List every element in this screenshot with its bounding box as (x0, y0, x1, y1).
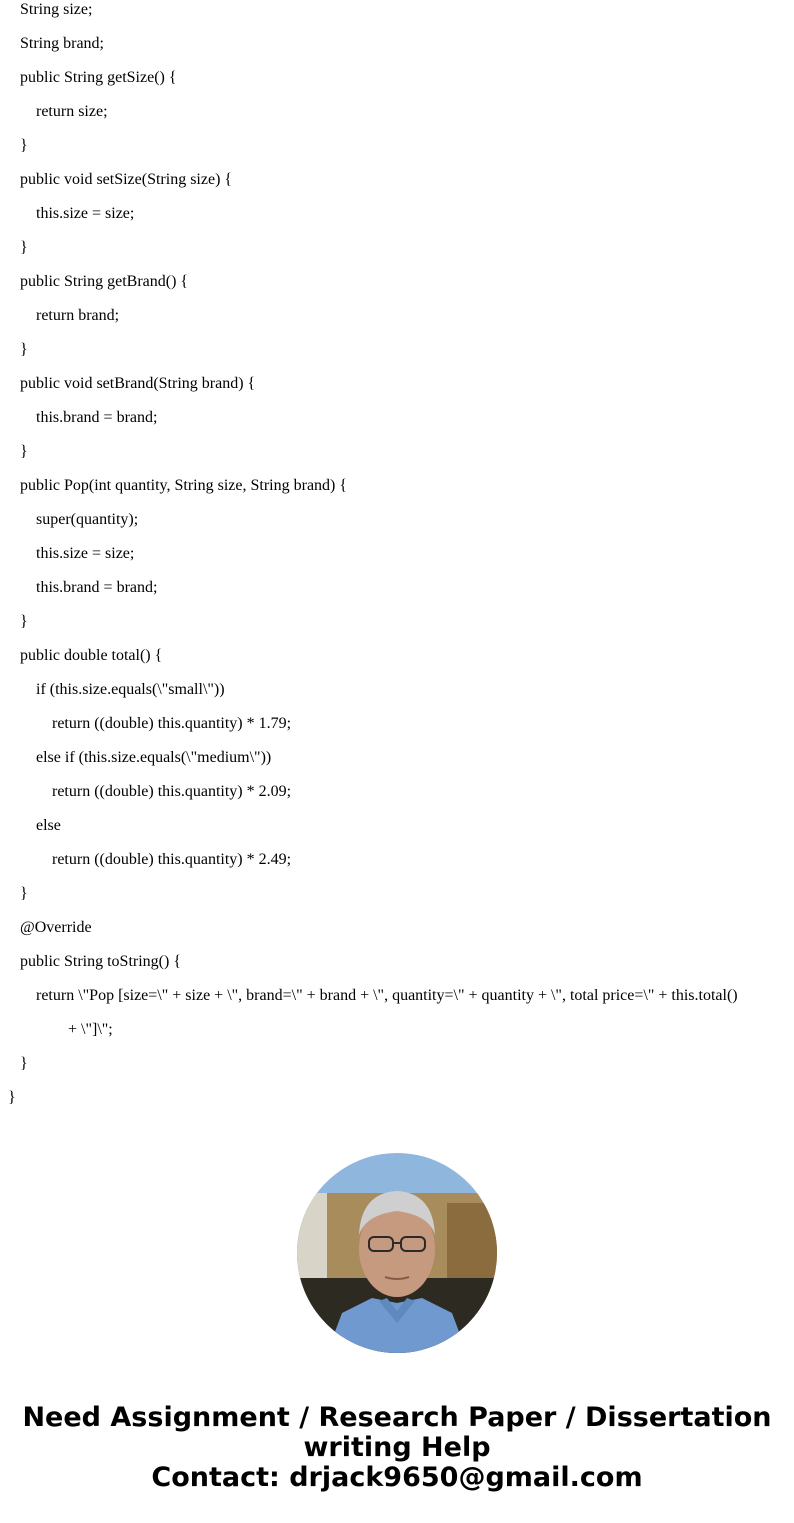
promo-line-2: writing Help (303, 1432, 491, 1463)
author-avatar (297, 1153, 497, 1353)
code-line: public double total() { (20, 647, 163, 664)
code-line: } (20, 443, 28, 460)
code-line: } (20, 885, 28, 902)
code-line: return size; (36, 103, 108, 120)
code-line: public Pop(int quantity, String size, String brand) { (20, 477, 348, 494)
promo-banner (0, 1403, 794, 1493)
code-line: return \"Pop [size=\" + size + \", brand=\" + brand + \", quantity=\" + quantity + \", total price=\" + this.total() (36, 987, 738, 1004)
code-line: String brand; (20, 35, 104, 52)
code-line: String size; (20, 1, 93, 18)
code-line: } (20, 239, 28, 256)
code-line: @Override (20, 919, 92, 936)
code-line: + \"]\"; (68, 1021, 113, 1038)
code-line: } (20, 137, 28, 154)
code-line: this.brand = brand; (36, 409, 158, 426)
promo-contact: Contact: drjack9650@gmail.com (151, 1462, 643, 1493)
code-line: public void setBrand(String brand) { (20, 375, 256, 392)
code-line: } (20, 1055, 28, 1072)
code-line: else if (this.size.equals(\"medium\")) (36, 749, 272, 766)
code-line: return ((double) this.quantity) * 1.79; (52, 715, 292, 732)
code-line: super(quantity); (36, 511, 139, 528)
code-line: this.size = size; (36, 545, 135, 562)
code-line: public void setSize(String size) { (20, 171, 233, 188)
code-line: } (20, 613, 28, 630)
code-line: public String toString() { (20, 953, 182, 970)
code-line: this.brand = brand; (36, 579, 158, 596)
code-line: if (this.size.equals(\"small\")) (36, 681, 225, 698)
code-line: return ((double) this.quantity) * 2.09; (52, 783, 292, 800)
code-line: return brand; (36, 307, 120, 324)
code-line: } (8, 1089, 16, 1106)
code-line: public String getSize() { (20, 69, 177, 86)
code-line: else (36, 817, 61, 834)
code-line: } (20, 341, 28, 358)
code-line: return ((double) this.quantity) * 2.49; (52, 851, 292, 868)
code-line: public String getBrand() { (20, 273, 189, 290)
promo-line-1: Need Assignment / Research Paper / Dissertation (22, 1402, 772, 1433)
code-line: this.size = size; (36, 205, 135, 222)
